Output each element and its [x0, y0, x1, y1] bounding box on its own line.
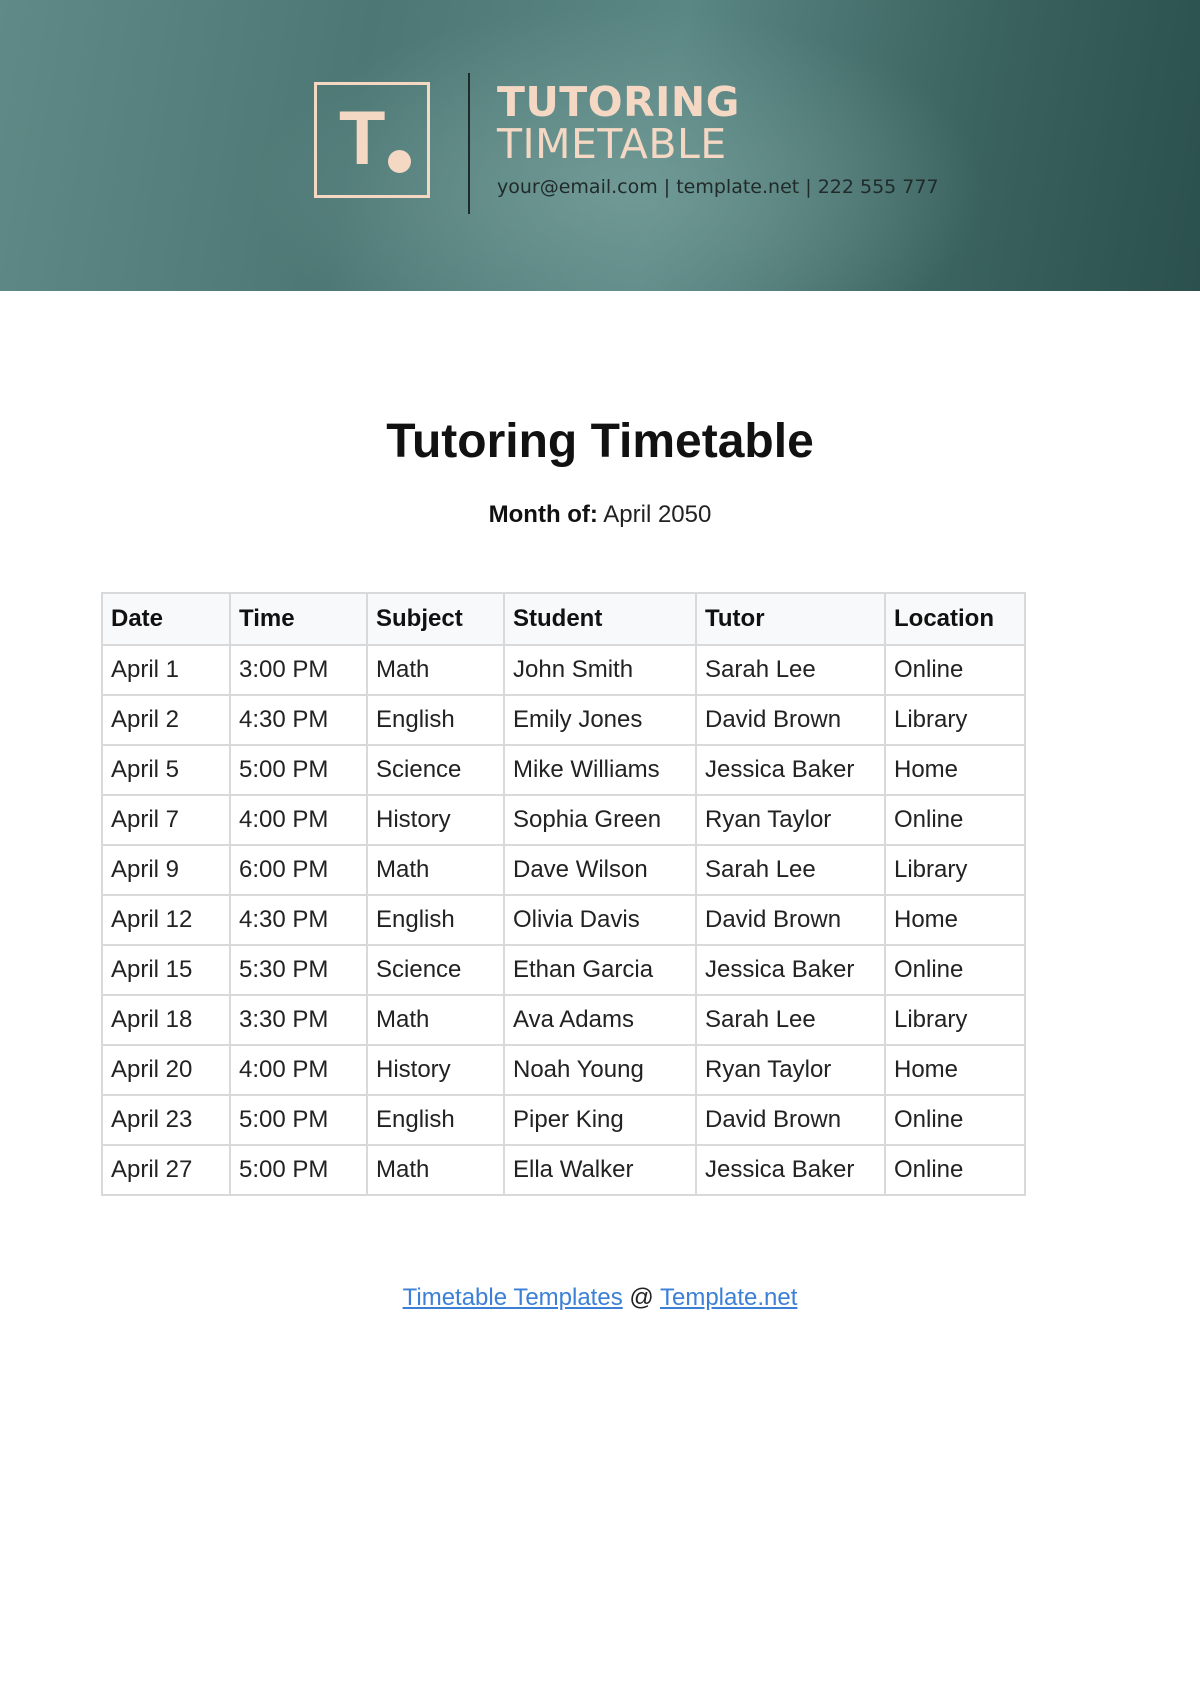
footer-separator: @: [629, 1284, 654, 1311]
cell-subject: English: [367, 1095, 504, 1145]
cell-time: 5:00 PM: [230, 1145, 367, 1195]
timetable-templates-link[interactable]: Timetable Templates: [402, 1284, 623, 1311]
cell-location: Library: [885, 845, 1025, 895]
cell-location: Online: [885, 1145, 1025, 1195]
brand-title-line1: TUTORING: [497, 78, 740, 126]
cell-student: Emily Jones: [504, 695, 696, 745]
cell-location: Library: [885, 695, 1025, 745]
cell-time: 3:00 PM: [230, 645, 367, 695]
logo-dot: [388, 150, 411, 173]
table-row: [102, 745, 1025, 795]
cell-subject: History: [367, 1045, 504, 1095]
table-header-row: [102, 593, 1025, 645]
cell-tutor: Sarah Lee: [696, 645, 885, 695]
column-header-location: Location: [885, 593, 1025, 645]
cell-date: April 1: [102, 645, 230, 695]
cell-student: Piper King: [504, 1095, 696, 1145]
month-value: April 2050: [603, 501, 712, 528]
cell-subject: Science: [367, 745, 504, 795]
table-row: [102, 1045, 1025, 1095]
cell-subject: English: [367, 695, 504, 745]
cell-subject: Math: [367, 1145, 504, 1195]
column-header-date: Date: [102, 593, 230, 645]
cell-student: Ava Adams: [504, 995, 696, 1045]
cell-location: Library: [885, 995, 1025, 1045]
cell-date: April 7: [102, 795, 230, 845]
cell-student: Sophia Green: [504, 795, 696, 845]
table-row: [102, 795, 1025, 845]
table-row: [102, 645, 1025, 695]
cell-time: 4:00 PM: [230, 1045, 367, 1095]
cell-date: April 9: [102, 845, 230, 895]
cell-date: April 5: [102, 745, 230, 795]
cell-tutor: Jessica Baker: [696, 745, 885, 795]
cell-date: April 15: [102, 945, 230, 995]
cell-subject: English: [367, 895, 504, 945]
cell-subject: Math: [367, 845, 504, 895]
cell-student: Ethan Garcia: [504, 945, 696, 995]
cell-tutor: Ryan Taylor: [696, 795, 885, 845]
cell-student: Mike Williams: [504, 745, 696, 795]
cell-time: 3:30 PM: [230, 995, 367, 1045]
cell-time: 6:00 PM: [230, 845, 367, 895]
cell-time: 4:30 PM: [230, 695, 367, 745]
logo-icon: [314, 82, 430, 198]
cell-subject: Math: [367, 645, 504, 695]
contact-info: your@email.com | template.net | 222 555 777: [497, 176, 939, 198]
cell-date: April 18: [102, 995, 230, 1045]
month-line: [0, 500, 1200, 530]
page-title: Tutoring Timetable: [386, 415, 814, 468]
cell-location: Online: [885, 945, 1025, 995]
cell-tutor: David Brown: [696, 695, 885, 745]
cell-date: April 27: [102, 1145, 230, 1195]
cell-location: Online: [885, 795, 1025, 845]
timetable-table: [101, 592, 1026, 1196]
cell-tutor: Ryan Taylor: [696, 1045, 885, 1095]
column-header-time: Time: [230, 593, 367, 645]
cell-time: 5:00 PM: [230, 1095, 367, 1145]
cell-location: Home: [885, 745, 1025, 795]
cell-student: Olivia Davis: [504, 895, 696, 945]
table-row: [102, 1095, 1025, 1145]
month-label: Month of:: [488, 501, 598, 528]
cell-date: April 23: [102, 1095, 230, 1145]
table-row: [102, 895, 1025, 945]
cell-tutor: Sarah Lee: [696, 845, 885, 895]
cell-date: April 2: [102, 695, 230, 745]
cell-time: 4:30 PM: [230, 895, 367, 945]
cell-student: Ella Walker: [504, 1145, 696, 1195]
cell-tutor: David Brown: [696, 1095, 885, 1145]
cell-tutor: Jessica Baker: [696, 1145, 885, 1195]
cell-tutor: Jessica Baker: [696, 945, 885, 995]
table-row: [102, 845, 1025, 895]
cell-date: April 12: [102, 895, 230, 945]
cell-student: Dave Wilson: [504, 845, 696, 895]
cell-location: Home: [885, 1045, 1025, 1095]
cell-location: Online: [885, 1095, 1025, 1145]
table-row: [102, 945, 1025, 995]
cell-time: 5:30 PM: [230, 945, 367, 995]
cell-tutor: Sarah Lee: [696, 995, 885, 1045]
cell-tutor: David Brown: [696, 895, 885, 945]
cell-subject: Science: [367, 945, 504, 995]
cell-date: April 20: [102, 1045, 230, 1095]
header-divider: [468, 73, 470, 214]
cell-time: 5:00 PM: [230, 745, 367, 795]
cell-location: Home: [885, 895, 1025, 945]
footer-links: [0, 1283, 1200, 1313]
column-header-student: Student: [504, 593, 696, 645]
cell-subject: History: [367, 795, 504, 845]
table-row: [102, 995, 1025, 1045]
cell-time: 4:00 PM: [230, 795, 367, 845]
column-header-subject: Subject: [367, 593, 504, 645]
table-row: [102, 1145, 1025, 1195]
logo-letter: T: [339, 96, 386, 181]
cell-student: Noah Young: [504, 1045, 696, 1095]
brand-title-line2: TIMETABLE: [497, 120, 727, 168]
template-net-link[interactable]: Template.net: [659, 1284, 798, 1311]
table-row: [102, 695, 1025, 745]
cell-student: John Smith: [504, 645, 696, 695]
header-banner: [0, 0, 1200, 291]
cell-location: Online: [885, 645, 1025, 695]
column-header-tutor: Tutor: [696, 593, 885, 645]
cell-subject: Math: [367, 995, 504, 1045]
